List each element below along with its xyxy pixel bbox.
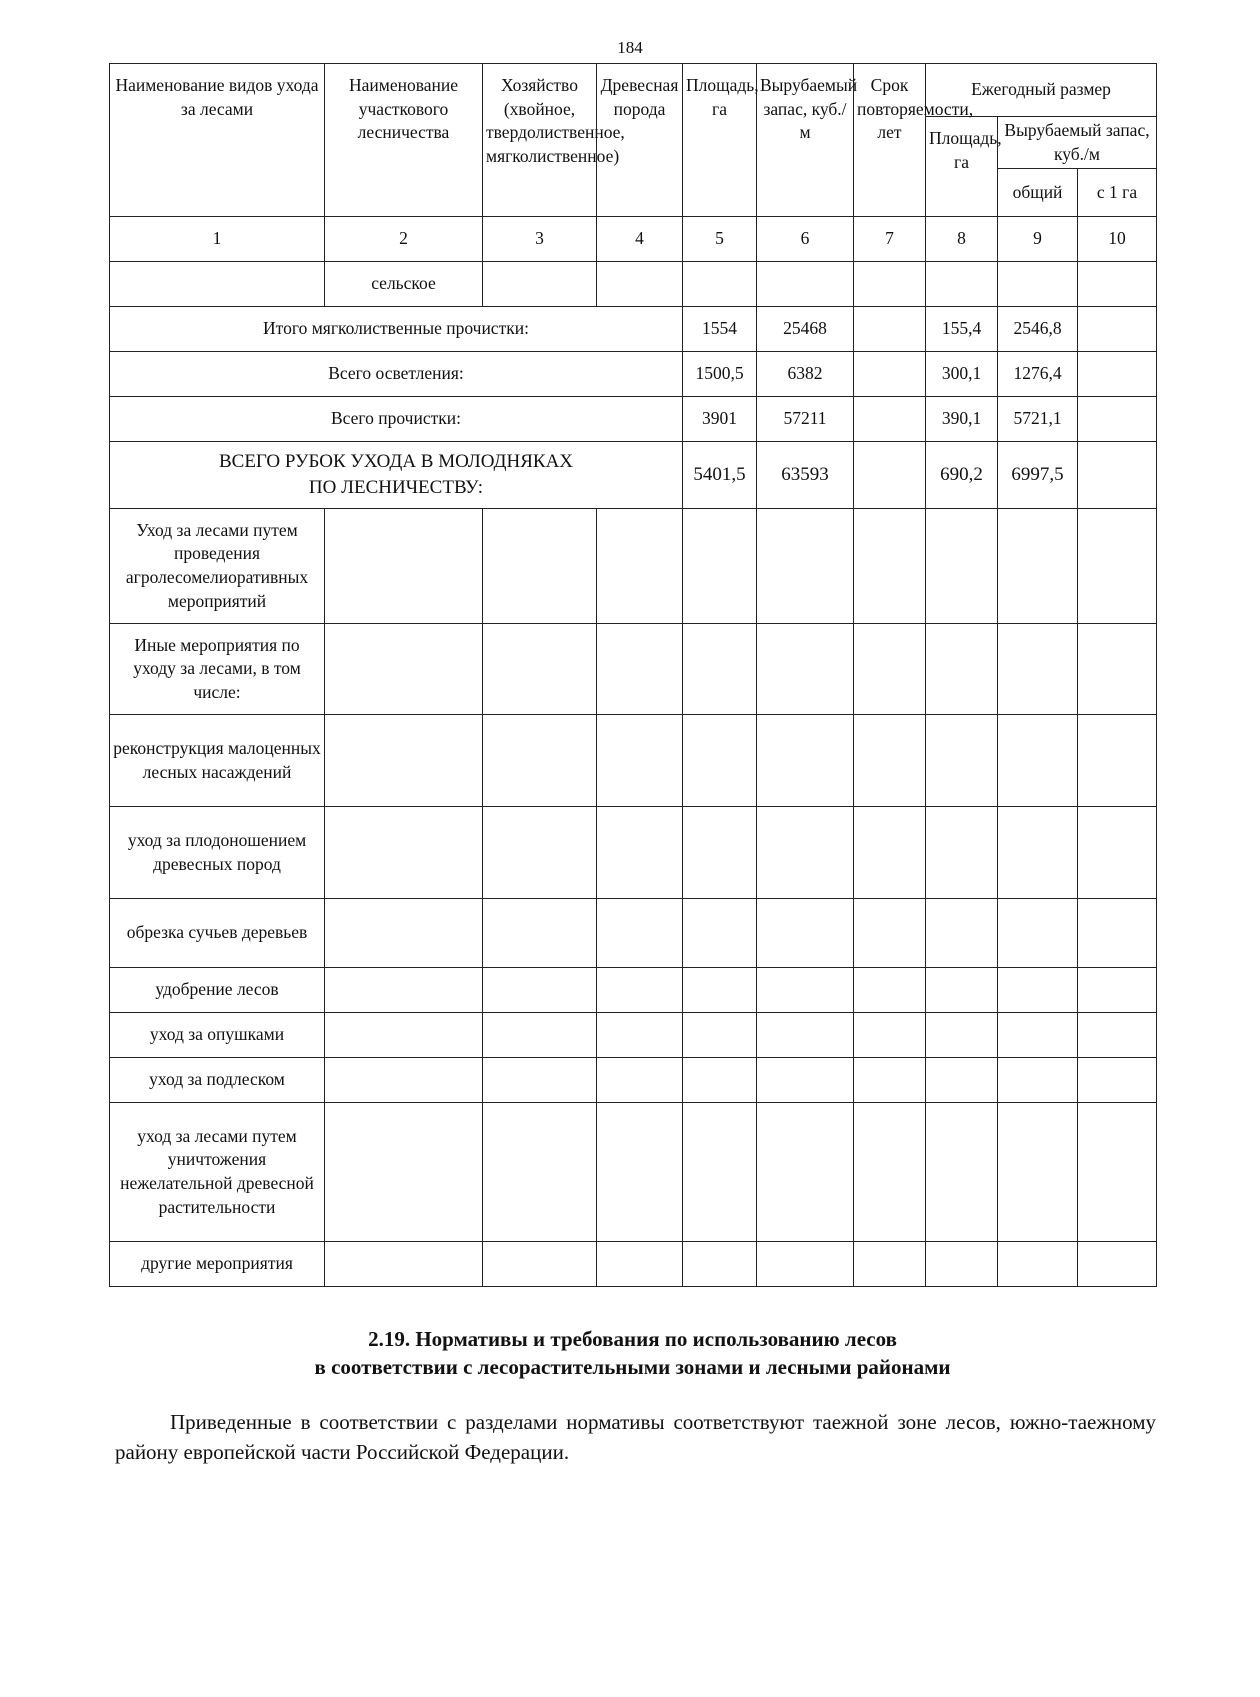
activity-label: реконструкция малоценных лесных насаждений (110, 715, 325, 807)
col-number: 4 (597, 217, 683, 262)
subtotal-label: Всего прочистки: (110, 397, 683, 442)
grand-total-label-line2: ПО ЛЕСНИЧЕСТВУ: (308, 477, 484, 498)
header-tree-species: Древесная порода (597, 64, 683, 217)
activity-row (110, 1058, 1157, 1103)
annual-stock-value: 1276,4 (998, 352, 1078, 397)
annual-stock-value: 5721,1 (998, 397, 1078, 442)
subtotal-label: Всего осветления: (110, 352, 683, 397)
annual-area-value: 690,2 (926, 442, 998, 509)
col-number: 9 (998, 217, 1078, 262)
stock-value: 57211 (757, 397, 854, 442)
col-number: 1 (110, 217, 325, 262)
annual-area-value: 300,1 (926, 352, 998, 397)
activity-row (110, 968, 1157, 1013)
grand-total-label-line1: ВСЕГО РУБОК УХОДА В МОЛОДНЯКАХ (218, 451, 574, 473)
activity-label: уход за лесами путем уничтожения нежелательной древесной растительности (110, 1103, 325, 1242)
area-value: 3901 (683, 397, 757, 442)
page-number: 184 (617, 38, 643, 57)
subtotal-row-soft (110, 307, 1157, 352)
area-value: 1554 (683, 307, 757, 352)
header-activity-type: Наименование видов ухода за лесами (110, 64, 325, 217)
activity-label: уход за плодоношением древесных пород (110, 807, 325, 899)
stock-value: 6382 (757, 352, 854, 397)
section-title-line1: 2.19. Нормативы и требования по использованию лесов (368, 1327, 897, 1351)
stock-value: 63593 (757, 442, 854, 509)
area-value: 5401,5 (683, 442, 757, 509)
annual-area-value: 155,4 (926, 307, 998, 352)
header-repeat-period: Срок повторяемости, лет (854, 64, 926, 217)
activity-label: уход за подлеском (110, 1058, 325, 1103)
annual-area-value: 390,1 (926, 397, 998, 442)
col-number: 2 (325, 217, 483, 262)
col-number: 6 (757, 217, 854, 262)
annual-stock-value: 6997,5 (998, 442, 1078, 509)
activity-row (110, 624, 1157, 715)
col-number: 10 (1078, 217, 1157, 262)
header-cut-stock: Вырубаемый запас, куб./м (757, 64, 854, 217)
activity-row (110, 1103, 1157, 1242)
header-annual-area: Площадь, га (926, 117, 998, 217)
grand-total-label (110, 442, 683, 509)
activity-row (110, 899, 1157, 968)
header-annual-cut-stock: Вырубаемый запас, куб./м (998, 117, 1157, 169)
activity-row (110, 807, 1157, 899)
activity-label: Уход за лесами путем проведения агролесомелиоративных мероприятий (110, 509, 325, 624)
activity-label: уход за опушками (110, 1013, 325, 1058)
section-title-line2: в соответствии с лесорастительными зонами и лесными районами (314, 1355, 951, 1380)
col-number: 3 (483, 217, 597, 262)
body-paragraph: Приведенные в соответствии с разделами нормативы соответствуют таежной зоне лесов, южно-таежному району европейской части Российской Федерации. (115, 1410, 1156, 1464)
subtotal-row-lightening (110, 352, 1157, 397)
col-number: 5 (683, 217, 757, 262)
activity-label: Иные мероприятия по уходу за лесами, в том числе: (110, 624, 325, 715)
section-title (109, 1325, 1156, 1382)
col-number: 7 (854, 217, 926, 262)
header-stock-per-ha: с 1 га (1078, 169, 1157, 217)
column-numbers-row (110, 217, 1157, 262)
activity-row (110, 1013, 1157, 1058)
col-number: 8 (926, 217, 998, 262)
activity-row (110, 509, 1157, 624)
forest-care-table (109, 63, 1157, 1287)
table-row (110, 262, 1157, 307)
forestry-name: сельское (325, 262, 483, 307)
header-forestry: Наименование участкового лесничества (325, 64, 483, 217)
subtotal-label: Итого мягколиственные прочистки: (110, 307, 683, 352)
header-area: Площадь, га (683, 64, 757, 217)
grand-total-row (110, 442, 1157, 509)
activity-row (110, 1242, 1157, 1287)
activity-label: удобрение лесов (110, 968, 325, 1013)
stock-value: 25468 (757, 307, 854, 352)
annual-stock-value: 2546,8 (998, 307, 1078, 352)
activity-label: обрезка сучьев деревьев (110, 899, 325, 968)
header-annual-size: Ежегодный размер (926, 64, 1157, 117)
activity-label: другие мероприятия (110, 1242, 325, 1287)
header-economy: Хозяйство (хвойное, твердолиственное, мягколиственное) (483, 64, 597, 217)
subtotal-row-cleaning (110, 397, 1157, 442)
area-value: 1500,5 (683, 352, 757, 397)
activity-row (110, 715, 1157, 807)
header-stock-total: общий (998, 169, 1078, 217)
